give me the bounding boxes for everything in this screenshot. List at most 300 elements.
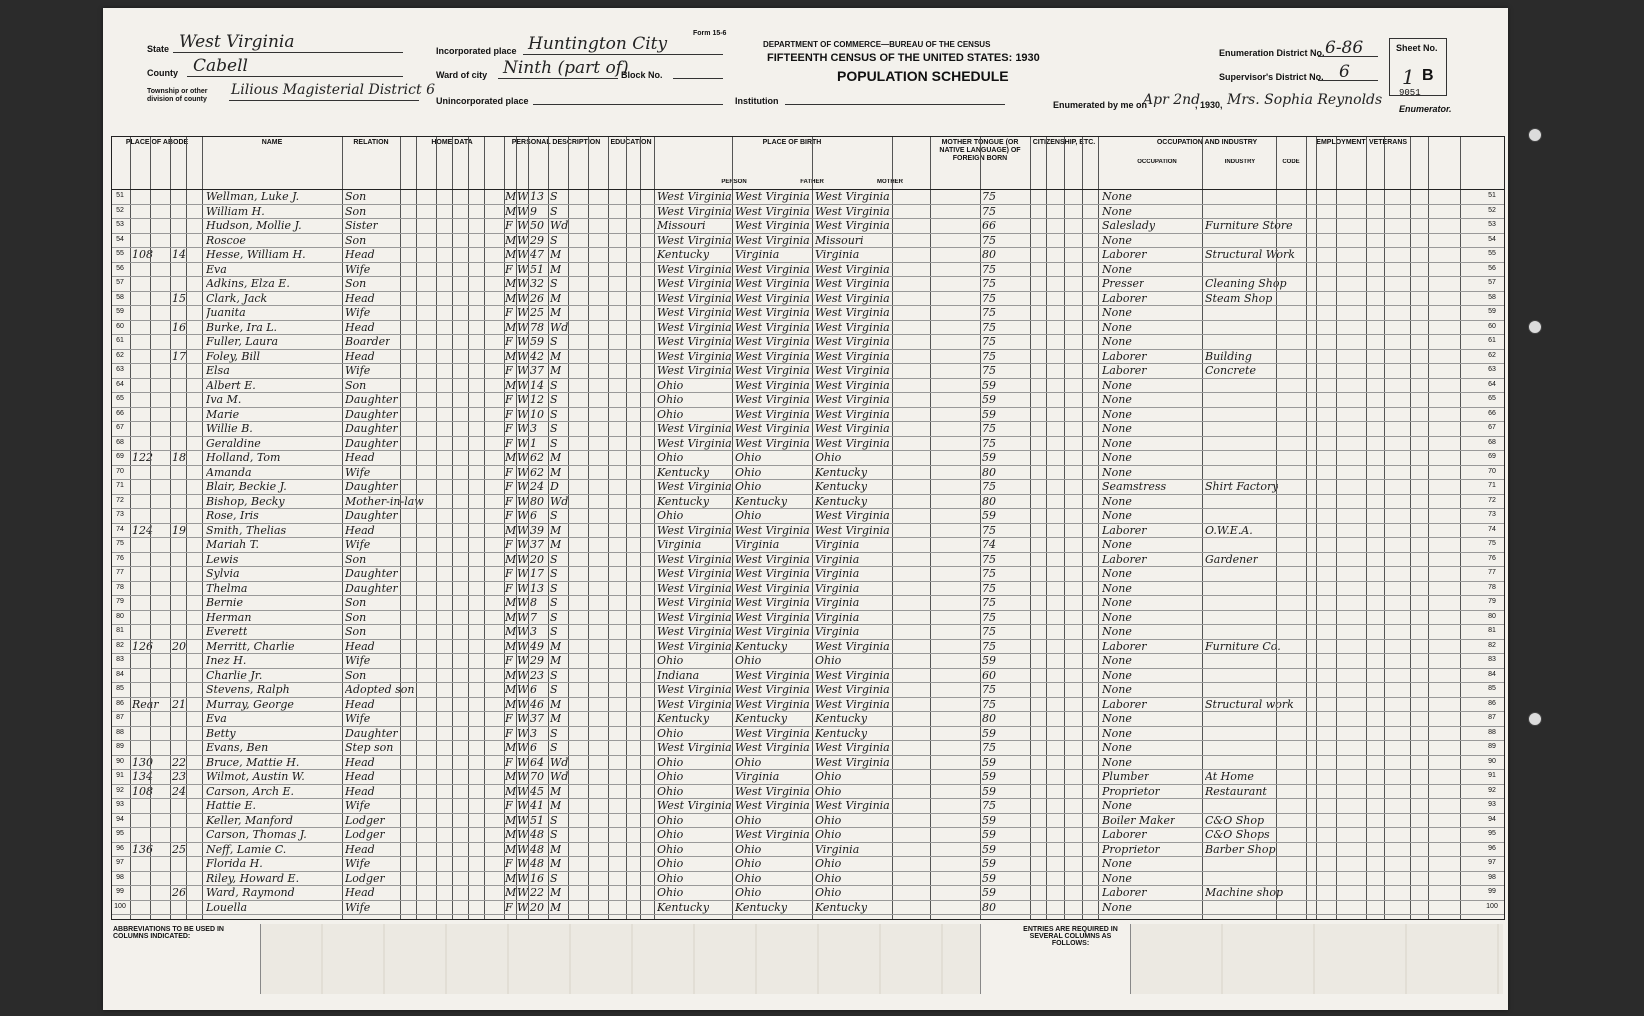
race: W (517, 639, 529, 653)
marital-status: S (550, 378, 558, 392)
line-number-right: 83 (1488, 656, 1496, 663)
relation: Head (345, 523, 375, 537)
column-divider (654, 137, 655, 919)
birthplace-person: West Virginia (657, 291, 732, 305)
birthplace-father: West Virginia (735, 349, 810, 363)
relation: Son (345, 552, 367, 566)
birthplace-mother: Ohio (815, 886, 842, 899)
race: W (517, 407, 529, 421)
birthplace-person: Missouri (657, 219, 706, 232)
industry: Structural Work (1205, 248, 1295, 261)
relation: Daughter (345, 567, 398, 580)
occupation: None (1102, 857, 1132, 870)
birthplace-code: 60 (982, 668, 996, 682)
institution-label: Institution (735, 96, 779, 106)
birthplace-person: West Virginia (657, 625, 732, 638)
person-name: Merritt, Charlie (206, 639, 295, 653)
row-divider (112, 320, 1504, 321)
row-divider (112, 726, 1504, 727)
birthplace-code: 59 (982, 871, 996, 885)
age: 14 (530, 378, 544, 392)
line-number-right: 78 (1488, 583, 1496, 591)
birthplace-code: 75 (982, 741, 996, 754)
line-number: 53 (116, 221, 124, 228)
sex: M (505, 190, 517, 203)
birthplace-mother: West Virginia (815, 755, 890, 769)
col-father: FATHER (800, 179, 824, 185)
marital-status: S (550, 407, 558, 421)
line-number-right: 81 (1488, 627, 1496, 634)
line-number-right: 63 (1488, 366, 1496, 373)
industry: C&O Shops (1205, 828, 1270, 841)
relation: Lodger (345, 813, 385, 827)
occupation: None (1102, 726, 1132, 740)
person-name: Geraldine (206, 436, 261, 450)
block-label: Block No. (621, 70, 663, 80)
dwelling-number: 108 (132, 784, 153, 798)
birthplace-father: West Virginia (735, 393, 810, 406)
line-number-right: 53 (1488, 221, 1496, 228)
relation: Son (345, 233, 367, 247)
person-name: Florida H. (206, 857, 263, 870)
birthplace-person: Ohio (657, 393, 684, 406)
sex: F (505, 494, 513, 508)
sex: F (505, 567, 513, 580)
relation: Wife (345, 799, 371, 812)
birthplace-mother: West Virginia (815, 639, 890, 653)
birthplace-person: West Virginia (657, 436, 732, 450)
race: W (517, 248, 529, 261)
marital-status: S (550, 871, 558, 885)
relation: Head (345, 842, 375, 856)
line-number-right: 89 (1488, 743, 1496, 750)
birthplace-person: Ohio (657, 451, 684, 464)
birthplace-mother: Kentucky (815, 480, 868, 493)
birthplace-father: West Virginia (735, 335, 810, 348)
age: 45 (530, 784, 544, 798)
birthplace-mother: Virginia (815, 842, 860, 856)
birthplace-mother: West Virginia (815, 523, 890, 537)
header-divider (112, 189, 1504, 190)
line-number-right: 70 (1488, 467, 1496, 475)
line-number-right: 100 (1486, 902, 1498, 910)
birthplace-mother: West Virginia (815, 349, 890, 363)
row-divider (112, 523, 1504, 524)
group-home-data: HOME DATA (431, 139, 473, 146)
birthplace-code: 75 (982, 204, 996, 218)
sheet-value: 1 (1402, 65, 1415, 89)
birthplace-person: Ohio (657, 770, 684, 783)
sex: M (505, 378, 517, 392)
enumerated-date: Apr 2nd (1143, 92, 1201, 108)
relation: Wife (345, 306, 371, 319)
line-number: 89 (116, 743, 124, 750)
line-number: 77 (116, 569, 124, 576)
birthplace-code: 80 (982, 465, 996, 479)
person-name: Fuller, Laura (206, 335, 279, 348)
age: 32 (530, 277, 544, 290)
birthplace-code: 59 (982, 828, 996, 841)
age: 48 (530, 842, 544, 856)
sex: F (505, 799, 513, 812)
column-divider (980, 137, 981, 919)
industry: Steam Shop (1205, 291, 1273, 305)
birthplace-father: Kentucky (735, 639, 788, 653)
line-number-right: 98 (1488, 873, 1496, 881)
birthplace-mother: West Virginia (815, 364, 890, 377)
entries-table (1131, 924, 1503, 994)
birthplace-father: West Virginia (735, 190, 810, 203)
race: W (517, 523, 529, 537)
birthplace-mother: Ohio (815, 784, 842, 798)
occupation: Laborer (1102, 697, 1147, 711)
occupation: None (1102, 871, 1132, 885)
sex: M (505, 668, 517, 682)
age: 13 (530, 190, 544, 203)
industry: Cleaning Shop (1205, 277, 1287, 290)
sheet-label: Sheet No. (1396, 43, 1438, 53)
birthplace-father: Ohio (735, 654, 762, 667)
birthplace-code: 59 (982, 755, 996, 769)
line-number: 79 (116, 598, 124, 605)
birthplace-mother: West Virginia (815, 799, 890, 812)
line-number: 57 (116, 279, 124, 286)
row-divider (112, 871, 1504, 872)
line-number: 97 (116, 859, 124, 866)
birthplace-mother: Ohio (815, 654, 842, 667)
birthplace-father: Ohio (735, 886, 762, 899)
marital-status: S (550, 813, 558, 827)
birthplace-father: West Virginia (735, 784, 810, 798)
birthplace-code: 59 (982, 451, 996, 464)
column-divider (1316, 137, 1317, 919)
relation: Head (345, 248, 375, 261)
race: W (517, 610, 529, 624)
sex: F (505, 219, 513, 232)
birthplace-person: Kentucky (657, 900, 710, 914)
column-divider (186, 137, 187, 919)
relation: Head (345, 349, 375, 363)
line-number-right: 54 (1488, 235, 1496, 243)
birthplace-person: West Virginia (657, 262, 732, 276)
marital-status: M (550, 857, 562, 870)
birthplace-person: Ohio (657, 813, 684, 827)
person-name: Wilmot, Austin W. (206, 770, 305, 783)
race: W (517, 480, 529, 493)
age: 10 (530, 407, 544, 421)
row-divider (112, 755, 1504, 756)
marital-status: S (550, 610, 558, 624)
column-divider (568, 137, 569, 919)
birthplace-father: West Virginia (735, 668, 810, 682)
occupation: None (1102, 683, 1132, 696)
relation: Wife (345, 654, 371, 667)
birthplace-father: Kentucky (735, 712, 788, 725)
industry: At Home (1205, 770, 1254, 783)
birthplace-father: Kentucky (735, 900, 788, 914)
line-number: 71 (116, 482, 124, 489)
birthplace-person: West Virginia (657, 567, 732, 580)
birthplace-person: West Virginia (657, 277, 732, 290)
family-number: 18 (172, 451, 186, 464)
row-divider (112, 247, 1504, 248)
sex: F (505, 465, 513, 479)
column-divider (1276, 137, 1277, 919)
row-divider (112, 479, 1504, 480)
birthplace-code: 75 (982, 596, 996, 609)
birthplace-father: West Virginia (735, 726, 810, 740)
birthplace-code: 80 (982, 248, 996, 261)
marital-status: S (550, 233, 558, 247)
marital-status: M (550, 451, 562, 464)
birthplace-person: West Virginia (657, 741, 732, 754)
birthplace-person: West Virginia (657, 204, 732, 218)
line-number: 96 (116, 844, 124, 852)
age: 16 (530, 871, 544, 885)
industry: Building (1205, 349, 1252, 363)
birthplace-mother: Ohio (815, 857, 842, 870)
age: 51 (530, 813, 544, 827)
line-number-right: 71 (1488, 482, 1496, 489)
birthplace-person: West Virginia (657, 349, 732, 363)
form-number: Form 15-6 (693, 30, 727, 37)
row-divider (112, 682, 1504, 683)
relation: Sister (345, 219, 378, 232)
occupation: None (1102, 233, 1132, 247)
row-divider (112, 697, 1504, 698)
row-divider (112, 653, 1504, 654)
abbrev-title: ABBREVIATIONS TO BE USED IN COLUMNS INDICATED: (111, 924, 261, 994)
age: 47 (530, 248, 544, 261)
marital-status: S (550, 277, 558, 290)
birthplace-mother: West Virginia (815, 407, 890, 421)
sex: M (505, 871, 517, 885)
column-divider (812, 137, 813, 919)
birthplace-father: West Virginia (735, 610, 810, 624)
person-name: Adkins, Elza E. (206, 277, 290, 290)
row-divider (112, 914, 1504, 915)
line-number-right: 94 (1488, 815, 1496, 823)
birthplace-code: 75 (982, 436, 996, 450)
race: W (517, 364, 529, 377)
birthplace-code: 75 (982, 277, 996, 290)
age: 22 (530, 886, 544, 899)
occupation: Laborer (1102, 364, 1147, 377)
person-name: Thelma (206, 581, 248, 595)
birthplace-father: West Virginia (735, 697, 810, 711)
census-table (111, 136, 1505, 920)
person-name: Betty (206, 726, 236, 740)
marital-status: S (550, 596, 558, 609)
column-divider (1064, 137, 1065, 919)
row-divider (112, 392, 1504, 393)
row-divider (112, 856, 1504, 857)
marital-status: S (550, 683, 558, 696)
birthplace-person: West Virginia (657, 233, 732, 247)
birthplace-mother: Ohio (815, 770, 842, 783)
birthplace-father: West Virginia (735, 581, 810, 595)
line-number: 93 (116, 801, 124, 808)
person-name: Sylvia (206, 567, 240, 580)
column-divider (436, 137, 437, 919)
person-name: Charlie Jr. (206, 668, 263, 682)
birthplace-mother: West Virginia (815, 509, 890, 522)
family-number: 14 (172, 248, 186, 261)
birthplace-father: Ohio (735, 509, 762, 522)
age: 70 (530, 770, 544, 783)
sex: M (505, 886, 517, 899)
stamp-number: 9051 (1399, 88, 1421, 98)
row-divider (112, 276, 1504, 277)
occupation: Laborer (1102, 828, 1147, 841)
race: W (517, 741, 529, 754)
column-divider (170, 137, 171, 919)
birthplace-mother: Virginia (815, 610, 860, 624)
column-divider (608, 137, 609, 919)
birthplace-mother: West Virginia (815, 393, 890, 406)
birthplace-code: 75 (982, 349, 996, 363)
birthplace-mother: Kentucky (815, 900, 868, 914)
column-divider (516, 137, 517, 919)
row-divider (112, 349, 1504, 350)
relation: Lodger (345, 828, 385, 841)
birthplace-mother: Ohio (815, 813, 842, 827)
row-divider (112, 494, 1504, 495)
occupation: None (1102, 668, 1132, 682)
binder-hole (1528, 128, 1542, 142)
relation: Wife (345, 857, 371, 870)
county-label: County (147, 68, 178, 78)
age: 8 (530, 596, 537, 609)
birthplace-mother: West Virginia (815, 190, 890, 203)
column-divider (452, 137, 453, 919)
row-divider (112, 378, 1504, 379)
person-name: Albert E. (206, 378, 256, 392)
line-number: 88 (116, 728, 124, 736)
race: W (517, 596, 529, 609)
column-divider (1428, 137, 1429, 919)
birthplace-father: West Virginia (735, 306, 810, 319)
industry: C&O Shop (1205, 813, 1265, 827)
line-number-right: 64 (1488, 380, 1496, 388)
birthplace-code: 75 (982, 480, 996, 493)
race: W (517, 204, 529, 218)
line-number-right: 74 (1488, 525, 1496, 533)
relation: Son (345, 625, 367, 638)
person-name: Riley, Howard E. (206, 871, 300, 885)
unincorporated-label: Unincorporated place (436, 96, 529, 106)
family-number: 25 (172, 842, 186, 856)
birthplace-father: Ohio (735, 842, 762, 856)
column-divider (1082, 137, 1083, 919)
sex: M (505, 552, 517, 566)
birthplace-mother: West Virginia (815, 262, 890, 276)
occupation: Proprietor (1102, 784, 1160, 798)
line-number: 62 (116, 351, 124, 359)
row-divider (112, 218, 1504, 219)
sex: F (505, 306, 513, 319)
marital-status: S (550, 509, 558, 522)
row-divider (112, 595, 1504, 596)
group-place-of-birth: PLACE OF BIRTH (762, 139, 822, 146)
group-place-of-abode: PLACE OF ABODE (125, 139, 189, 146)
birthplace-person: Kentucky (657, 494, 710, 508)
age: 51 (530, 262, 544, 276)
row-divider (112, 769, 1504, 770)
relation: Son (345, 204, 367, 218)
county-value: Cabell (193, 56, 248, 76)
occupation: None (1102, 755, 1132, 769)
birthplace-person: Ohio (657, 726, 684, 740)
row-divider (112, 900, 1504, 901)
birthplace-mother: Ohio (815, 451, 842, 464)
column-divider (130, 137, 131, 919)
birthplace-father: Virginia (735, 538, 780, 551)
birthplace-person: Indiana (657, 668, 700, 682)
relation: Son (345, 668, 367, 682)
enumerator-name: Mrs. Sophia Reynolds (1227, 92, 1383, 108)
person-name: Smith, Thelias (206, 523, 287, 537)
birthplace-code: 80 (982, 900, 996, 914)
col-occupation: OCCUPATION (1137, 159, 1177, 165)
family-number: 20 (172, 639, 186, 653)
birthplace-mother: Virginia (815, 567, 860, 580)
state-label: State (147, 44, 170, 54)
birthplace-mother: West Virginia (815, 697, 890, 711)
marital-status: S (550, 190, 558, 203)
sex: M (505, 596, 517, 609)
birthplace-mother: Virginia (815, 538, 860, 551)
column-divider (1366, 137, 1367, 919)
birthplace-code: 59 (982, 857, 996, 870)
age: 12 (530, 393, 544, 406)
row-divider (112, 827, 1504, 828)
birthplace-code: 59 (982, 654, 996, 667)
birthplace-father: West Virginia (735, 219, 810, 232)
row-divider (112, 436, 1504, 437)
birthplace-father: West Virginia (735, 407, 810, 421)
birthplace-father: West Virginia (735, 799, 810, 812)
column-divider (1202, 137, 1203, 919)
supervisor-label: Supervisor's District No. (1219, 72, 1324, 82)
age: 62 (530, 451, 544, 464)
person-name: Juanita (206, 306, 246, 319)
race: W (517, 857, 529, 870)
race: W (517, 784, 529, 798)
line-number-right: 93 (1488, 801, 1496, 808)
sex: M (505, 784, 517, 798)
relation: Son (345, 190, 367, 203)
marital-status: M (550, 262, 562, 276)
column-divider (202, 137, 203, 919)
age: 6 (530, 683, 537, 696)
line-number: 51 (116, 192, 124, 199)
industry: Barber Shop (1205, 842, 1276, 856)
age: 7 (530, 610, 537, 624)
enumerated-year: , 1930, (1195, 100, 1223, 110)
race: W (517, 871, 529, 885)
relation: Daughter (345, 480, 398, 493)
marital-status: Wd (550, 770, 569, 783)
entries-title: ENTRIES ARE REQUIRED IN SEVERAL COLUMNS AS FOLLOWS: (1011, 924, 1131, 994)
line-number: 61 (116, 337, 124, 344)
person-name: Hattie E. (206, 799, 257, 812)
birthplace-mother: West Virginia (815, 335, 890, 348)
column-divider (400, 137, 401, 919)
line-number-right: 66 (1488, 409, 1496, 417)
birthplace-father: Ohio (735, 755, 762, 769)
marital-status: S (550, 741, 558, 754)
